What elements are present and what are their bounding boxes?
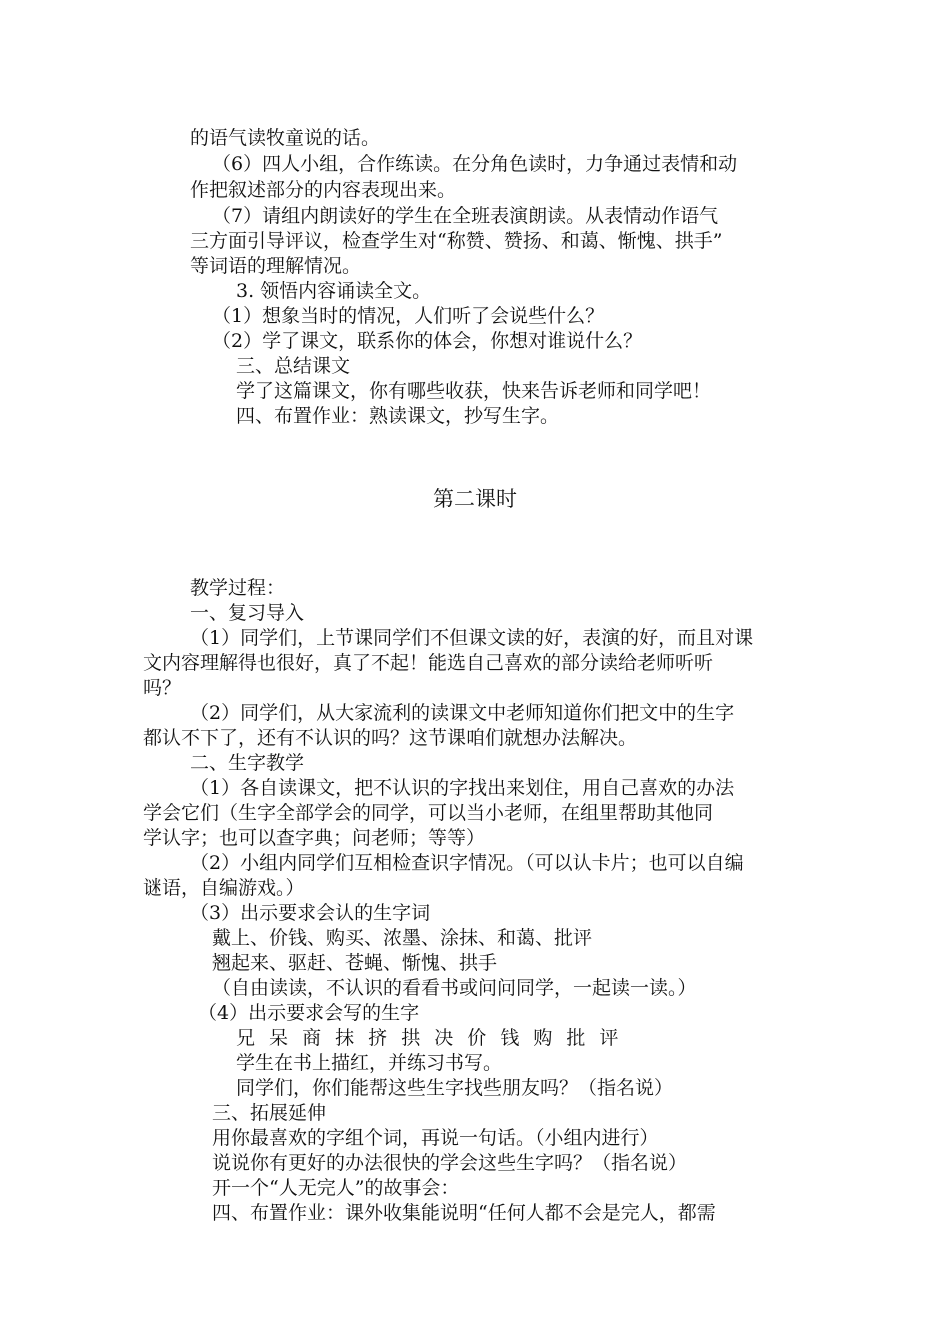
text-line: 翘起来、驱赶、苍蝇、惭愧、拱手 bbox=[212, 952, 498, 974]
text-line: （2）小组内同学们互相检查识字情况。（可以认卡片；也可以自编 bbox=[190, 852, 744, 874]
section-heading: 四、布置作业：熟读课文，抄写生字。 bbox=[236, 405, 560, 427]
text-line: （2）学了课文，联系你的体会，你想对谁说什么？ bbox=[212, 330, 643, 352]
section-heading: 一、复习导入 bbox=[190, 602, 305, 624]
text-line: 学生在书上描红，并练习书写。 bbox=[236, 1052, 503, 1074]
text-line: 学会它们（生字全部学会的同学，可以当小老师，在组里帮助其他同 bbox=[143, 802, 714, 824]
text-line: 3. 领悟内容诵读全文。 bbox=[236, 280, 432, 302]
text-line: 都认不下了，还有不认识的吗？这节课咱们就想办法解决。 bbox=[143, 727, 638, 749]
text-line: （4）出示要求会写的生字 bbox=[198, 1002, 420, 1024]
text-line: 的语气读牧童说的话。 bbox=[190, 127, 381, 149]
lesson-title: 第二课时 bbox=[433, 487, 517, 511]
text-line: 同学们，你们能帮这些生字找些朋友吗？（指名说） bbox=[236, 1077, 674, 1099]
text-line: （1）各自读课文，把不认识的字找出来划住，用自己喜欢的办法 bbox=[190, 777, 735, 799]
section-heading: 三、拓展延伸 bbox=[212, 1102, 327, 1124]
text-line: 用你最喜欢的字组个词，再说一句话。（小组内进行） bbox=[212, 1127, 659, 1149]
text-line: 开一个“人无完人”的故事会： bbox=[212, 1177, 460, 1199]
text-line: 学了这篇课文，你有哪些收获，快来告诉老师和同学吧！ bbox=[236, 380, 712, 402]
text-line: （1）同学们，上节课同学们不但课文读的好，表演的好，而且对课 bbox=[190, 627, 754, 649]
text-line: 三方面引导评议，检查学生对“称赞、赞扬、和蔼、惭愧、拱手” bbox=[190, 230, 723, 252]
text-line: 谜语，自编游戏。） bbox=[143, 877, 305, 899]
text-line: 学认字；也可以查字典；问老师；等等） bbox=[143, 827, 486, 849]
text-line: （7）请组内朗读好的学生在全班表演朗读。从表情动作语气 bbox=[212, 205, 719, 227]
section-heading: 四、布置作业：课外收集能说明“任何人都不会是完人，都需 bbox=[212, 1202, 716, 1224]
text-line: （3）出示要求会认的生字词 bbox=[190, 902, 431, 924]
text-line: （1）想象当时的情况，人们听了会说些什么？ bbox=[212, 305, 605, 327]
text-line: 等词语的理解情况。 bbox=[190, 255, 362, 277]
text-line: 作把叙述部分的内容表现出来。 bbox=[190, 179, 457, 201]
section-heading: 三、总结课文 bbox=[236, 355, 351, 377]
text-line: 说说你有更好的办法很快的学会这些生字吗？（指名说） bbox=[212, 1152, 688, 1174]
section-heading: 二、生字教学 bbox=[190, 752, 305, 774]
text-line: （自由读读，不认识的看看书或问问同学，一起读一读。） bbox=[212, 977, 697, 999]
text-line: （6）四人小组，合作练读。在分角色读时，力争通过表情和动 bbox=[212, 153, 738, 175]
text-line: 教学过程： bbox=[190, 577, 286, 599]
characters-to-write: 兄 呆 商 抹 挤 拱 决 价 钱 购 批 评 bbox=[236, 1027, 623, 1049]
text-line: 吗？ bbox=[143, 677, 182, 699]
text-line: 戴上、价钱、购买、浓墨、涂抹、和蔼、批评 bbox=[212, 927, 593, 949]
text-line: 文内容理解得也很好，真了不起！能选自己喜欢的部分读给老师听听 bbox=[143, 652, 714, 674]
text-line: （2）同学们，从大家流利的读课文中老师知道你们把文中的生字 bbox=[190, 702, 735, 724]
